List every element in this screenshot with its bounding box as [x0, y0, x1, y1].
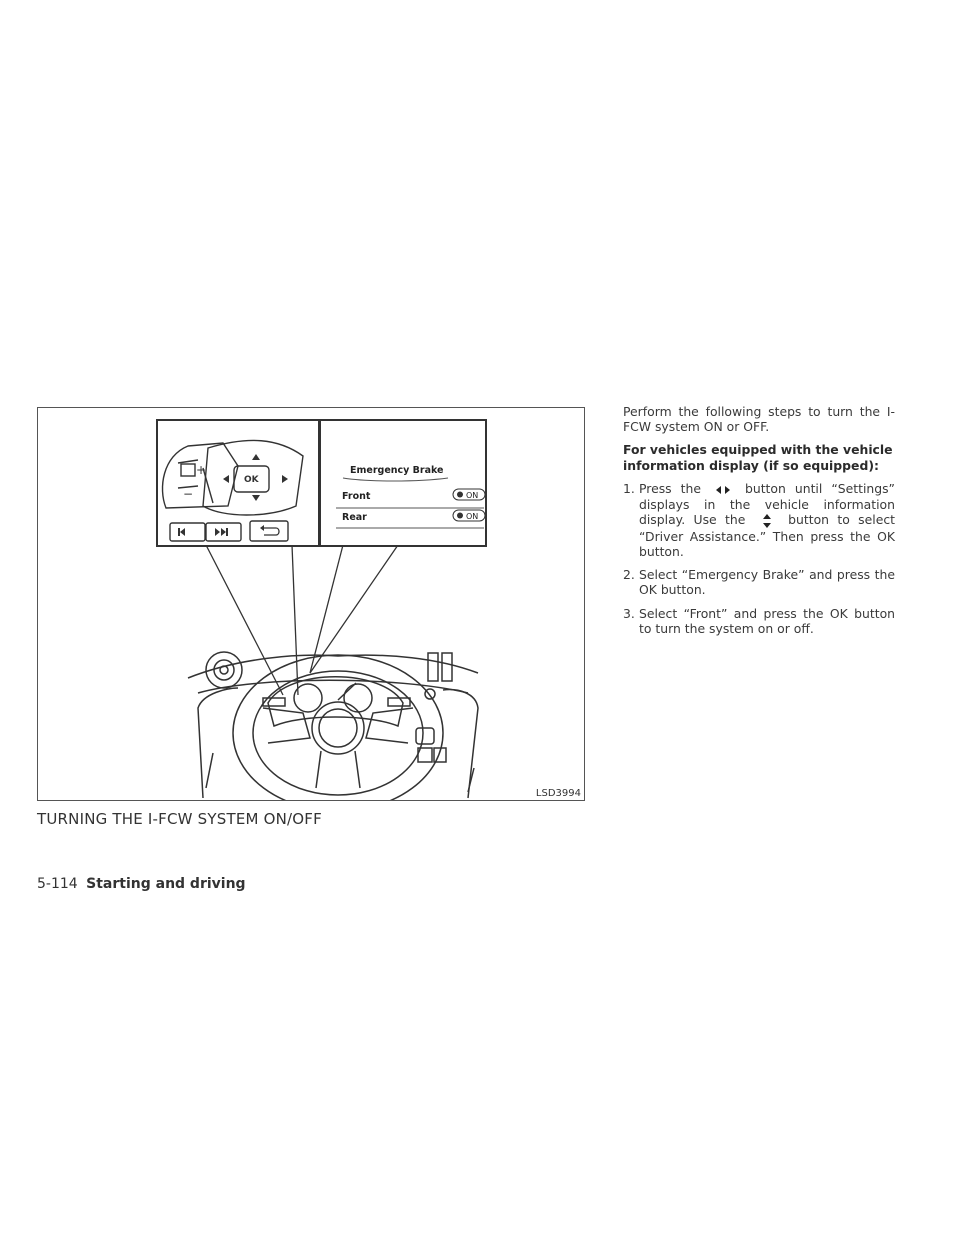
- step-number: 3.: [623, 605, 635, 621]
- intro-paragraph: Perform the following steps to turn the I-FCW system ON or OFF.: [623, 404, 895, 435]
- step-text: [639, 481, 895, 559]
- step-3: [623, 606, 895, 636]
- step-1-text-c: button to select “Driver Assistance.” Then press the OK button.: [639, 512, 895, 560]
- vehicle-display-subhead: For vehicles equipped with the vehicle information display (if so equipped):: [623, 442, 893, 473]
- display-heading: Emergency Brake: [350, 465, 444, 476]
- step-1: [623, 481, 895, 559]
- page-footer: [37, 876, 246, 892]
- display-row-rear-label: Rear: [342, 512, 367, 523]
- figure-code: LSD3994: [535, 788, 581, 799]
- ok-button-label: OK: [244, 475, 259, 485]
- section-title: TURNING THE I-FCW SYSTEM ON/OFF: [37, 810, 322, 828]
- instructions-column: [623, 404, 895, 644]
- step-1-text-b: button until “Settings” displays in the vehicle information display. Use the: [639, 480, 895, 528]
- display-row-rear-state: ON: [466, 512, 479, 521]
- step-text: Select “Emergency Brake” and press the OK button.: [639, 567, 895, 598]
- svg-text:+: +: [196, 463, 207, 477]
- step-2: [623, 567, 895, 597]
- up-down-arrows-icon: [754, 512, 780, 529]
- steering-wheel-illustration: [38, 408, 585, 801]
- step-text: Select “Front” and press the OK button to turn the system on or off.: [639, 605, 895, 636]
- step-number: 2.: [623, 567, 635, 583]
- page-number: 5-114: [37, 876, 78, 892]
- left-right-arrows-icon: [710, 482, 736, 497]
- display-row-front-state: ON: [466, 491, 479, 500]
- footer-section-name: Starting and driving: [86, 876, 246, 892]
- illustration-figure: [37, 407, 585, 801]
- display-row-front-label: Front: [342, 491, 371, 502]
- svg-text:−: −: [183, 487, 194, 501]
- step-1-text-a: Press the: [639, 480, 701, 496]
- step-number: 1.: [623, 480, 635, 496]
